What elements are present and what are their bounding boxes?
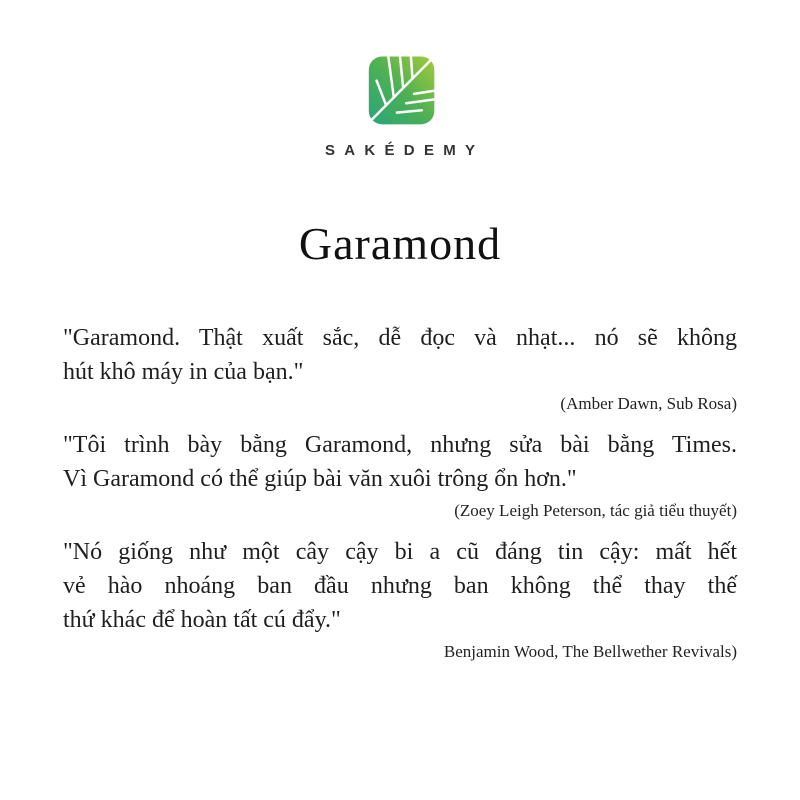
leaf-icon: [361, 50, 439, 130]
quote-attribution: (Amber Dawn, Sub Rosa): [560, 394, 737, 413]
quote-block-3: [63, 535, 737, 664]
quote-block-2: [63, 428, 737, 523]
quote-line: "Tôi trình bày bằng Garamond, nhưng sửa bài bằng Times.: [63, 432, 737, 458]
quote-line: thứ khác để hoàn tất cú đẩy.": [63, 607, 341, 633]
header: [0, 0, 800, 159]
brand-name: SAKÉDEMY: [324, 142, 485, 159]
quote-line: Vì Garamond có thể giúp bài văn xuôi trông ổn hơn.": [63, 466, 577, 492]
quote-attribution: Benjamin Wood, The Bellwether Revivals): [443, 642, 737, 661]
quote-list: [63, 321, 737, 664]
quote-attribution: (Zoey Leigh Peterson, tác giả tiểu thuyết): [454, 501, 737, 520]
quote-block-1: [63, 321, 737, 416]
quote-line: "Nó giống như một cây cậy bi a cũ đáng tin cậy: mất hết: [63, 539, 737, 565]
page-title: Garamond: [298, 218, 502, 269]
quote-line: vẻ hào nhoáng ban đầu nhưng ban không thể thay thế: [63, 573, 737, 599]
quote-line: "Garamond. Thật xuất sắc, dễ đọc và nhạt... nó sẽ không: [63, 325, 737, 351]
quote-line: hút khô máy in của bạn.": [63, 359, 304, 385]
